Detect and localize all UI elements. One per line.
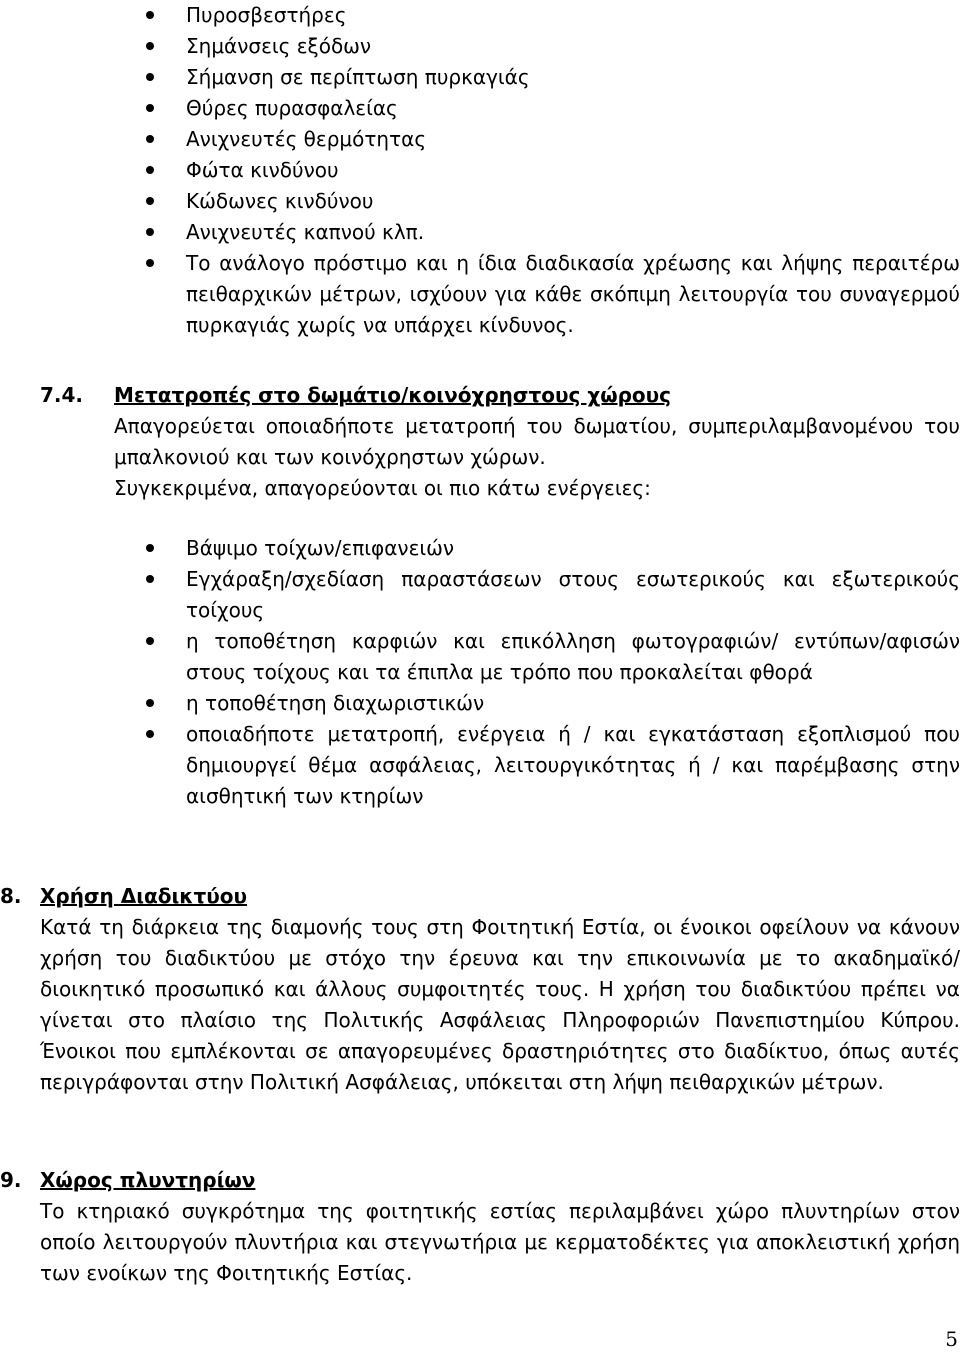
- section-title: Μετατροπές στο δωμάτιο/κοινόχρηστους χώρους: [114, 383, 672, 407]
- list-item: Φώτα κινδύνου: [0, 155, 960, 186]
- list-item: Ανιχνευτές θερμότητας: [0, 124, 960, 155]
- list-item: Βάψιμο τοίχων/επιφανειών: [0, 533, 960, 564]
- section-body: Το κτηριακό συγκρότημα της φοιτητικής εστίας περιλαμβάνει χώρο πλυντηρίων στον οποίο λειτουργούν πλυντήρια και στεγνωτήρια με κερματοδέκτες για αποκλειστική χρήση των ενοίκων της Φοιτητικής Εστίας.: [40, 1199, 960, 1285]
- fire-safety-list: [0, 0, 960, 341]
- paragraph-text: Απαγορεύεται οποιαδήποτε μετατροπή του δωματίου, συμπεριλαμβανομένου του μπαλκονιού και των κοινόχρηστων χώρων.: [114, 414, 960, 469]
- list-item: η τοποθέτηση διαχωριστικών: [0, 688, 960, 719]
- section-heading: [40, 380, 672, 411]
- section-title: Χρήση Διαδικτύου: [40, 884, 248, 908]
- list-item: οποιαδήποτε μετατροπή, ενέργεια ή / και εγκατάσταση εξοπλισμού που δημιουργεί θέμα ασφάλειας, λειτουργικότητας ή / και παρέμβασης στην αισθητική των κτηρίων: [0, 719, 960, 812]
- list-item: Το ανάλογο πρόστιμο και η ίδια διαδικασία χρέωσης και λήψης περαιτέρω πειθαρχικών μέτρων, ισχύουν για κάθε σκόπιμη λειτουργία του συναγερμού πυρκαγιάς χωρίς να υπάρχει κίνδυνος.: [0, 248, 960, 341]
- section-title: Χώρος πλυντηρίων: [40, 1168, 256, 1192]
- section-body: Κατά τη διάρκεια της διαμονής τους στη Φοιτητική Εστία, οι ένοικοι οφείλουν να κάνουν χρήση του διαδικτύου με στόχο την έρευνα και την επικοινωνία με το ακαδημαϊκό/διοικητικό προσωπικό και άλλους συμφοιτητές τους. Η χρήση του διαδικτύου πρέπει να γίνεται στο πλαίσιο της Πολιτικής Ασφάλειας Πληροφοριών Πανεπιστημίου Κύπρου. Ένοικοι που εμπλέκονται σε απαγορευμένες δραστηριότητες στο διαδίκτυο, όπως αυτές περιγράφονται στην Πολιτική Ασφάλειας, υπόκειται στη λήψη πειθαρχικών μέτρων.: [40, 915, 960, 1094]
- section-number: 9.: [0, 1168, 22, 1192]
- paragraph-text: Συγκεκριμένα, απαγορεύονται οι πιο κάτω ενέργειες:: [114, 476, 651, 500]
- list-item: Ανιχνευτές καπνού κλπ.: [0, 217, 960, 248]
- list-item: Θύρες πυρασφαλείας: [0, 93, 960, 124]
- list-item: Εγχάραξη/σχεδίαση παραστάσεων στους εσωτερικούς και εξωτερικούς τοίχους: [0, 564, 960, 626]
- list-item: Σημάνσεις εξόδων: [0, 31, 960, 62]
- list-item: Πυροσβεστήρες: [0, 0, 960, 31]
- section-number: 7.4.: [40, 383, 84, 407]
- section-paragraph: [114, 411, 960, 504]
- prohibited-actions-list: [0, 533, 960, 812]
- section-number: 8.: [0, 884, 22, 908]
- list-item: Κώδωνες κινδύνου: [0, 186, 960, 217]
- list-item: Σήμανση σε περίπτωση πυρκαγιάς: [0, 62, 960, 93]
- list-item: η τοποθέτηση καρφιών και επικόλληση φωτογραφιών/ εντύπων/αφισών στους τοίχους και τα έπιπλα με τρόπο που προκαλείται φθορά: [0, 626, 960, 688]
- page-number: 5: [945, 1327, 958, 1351]
